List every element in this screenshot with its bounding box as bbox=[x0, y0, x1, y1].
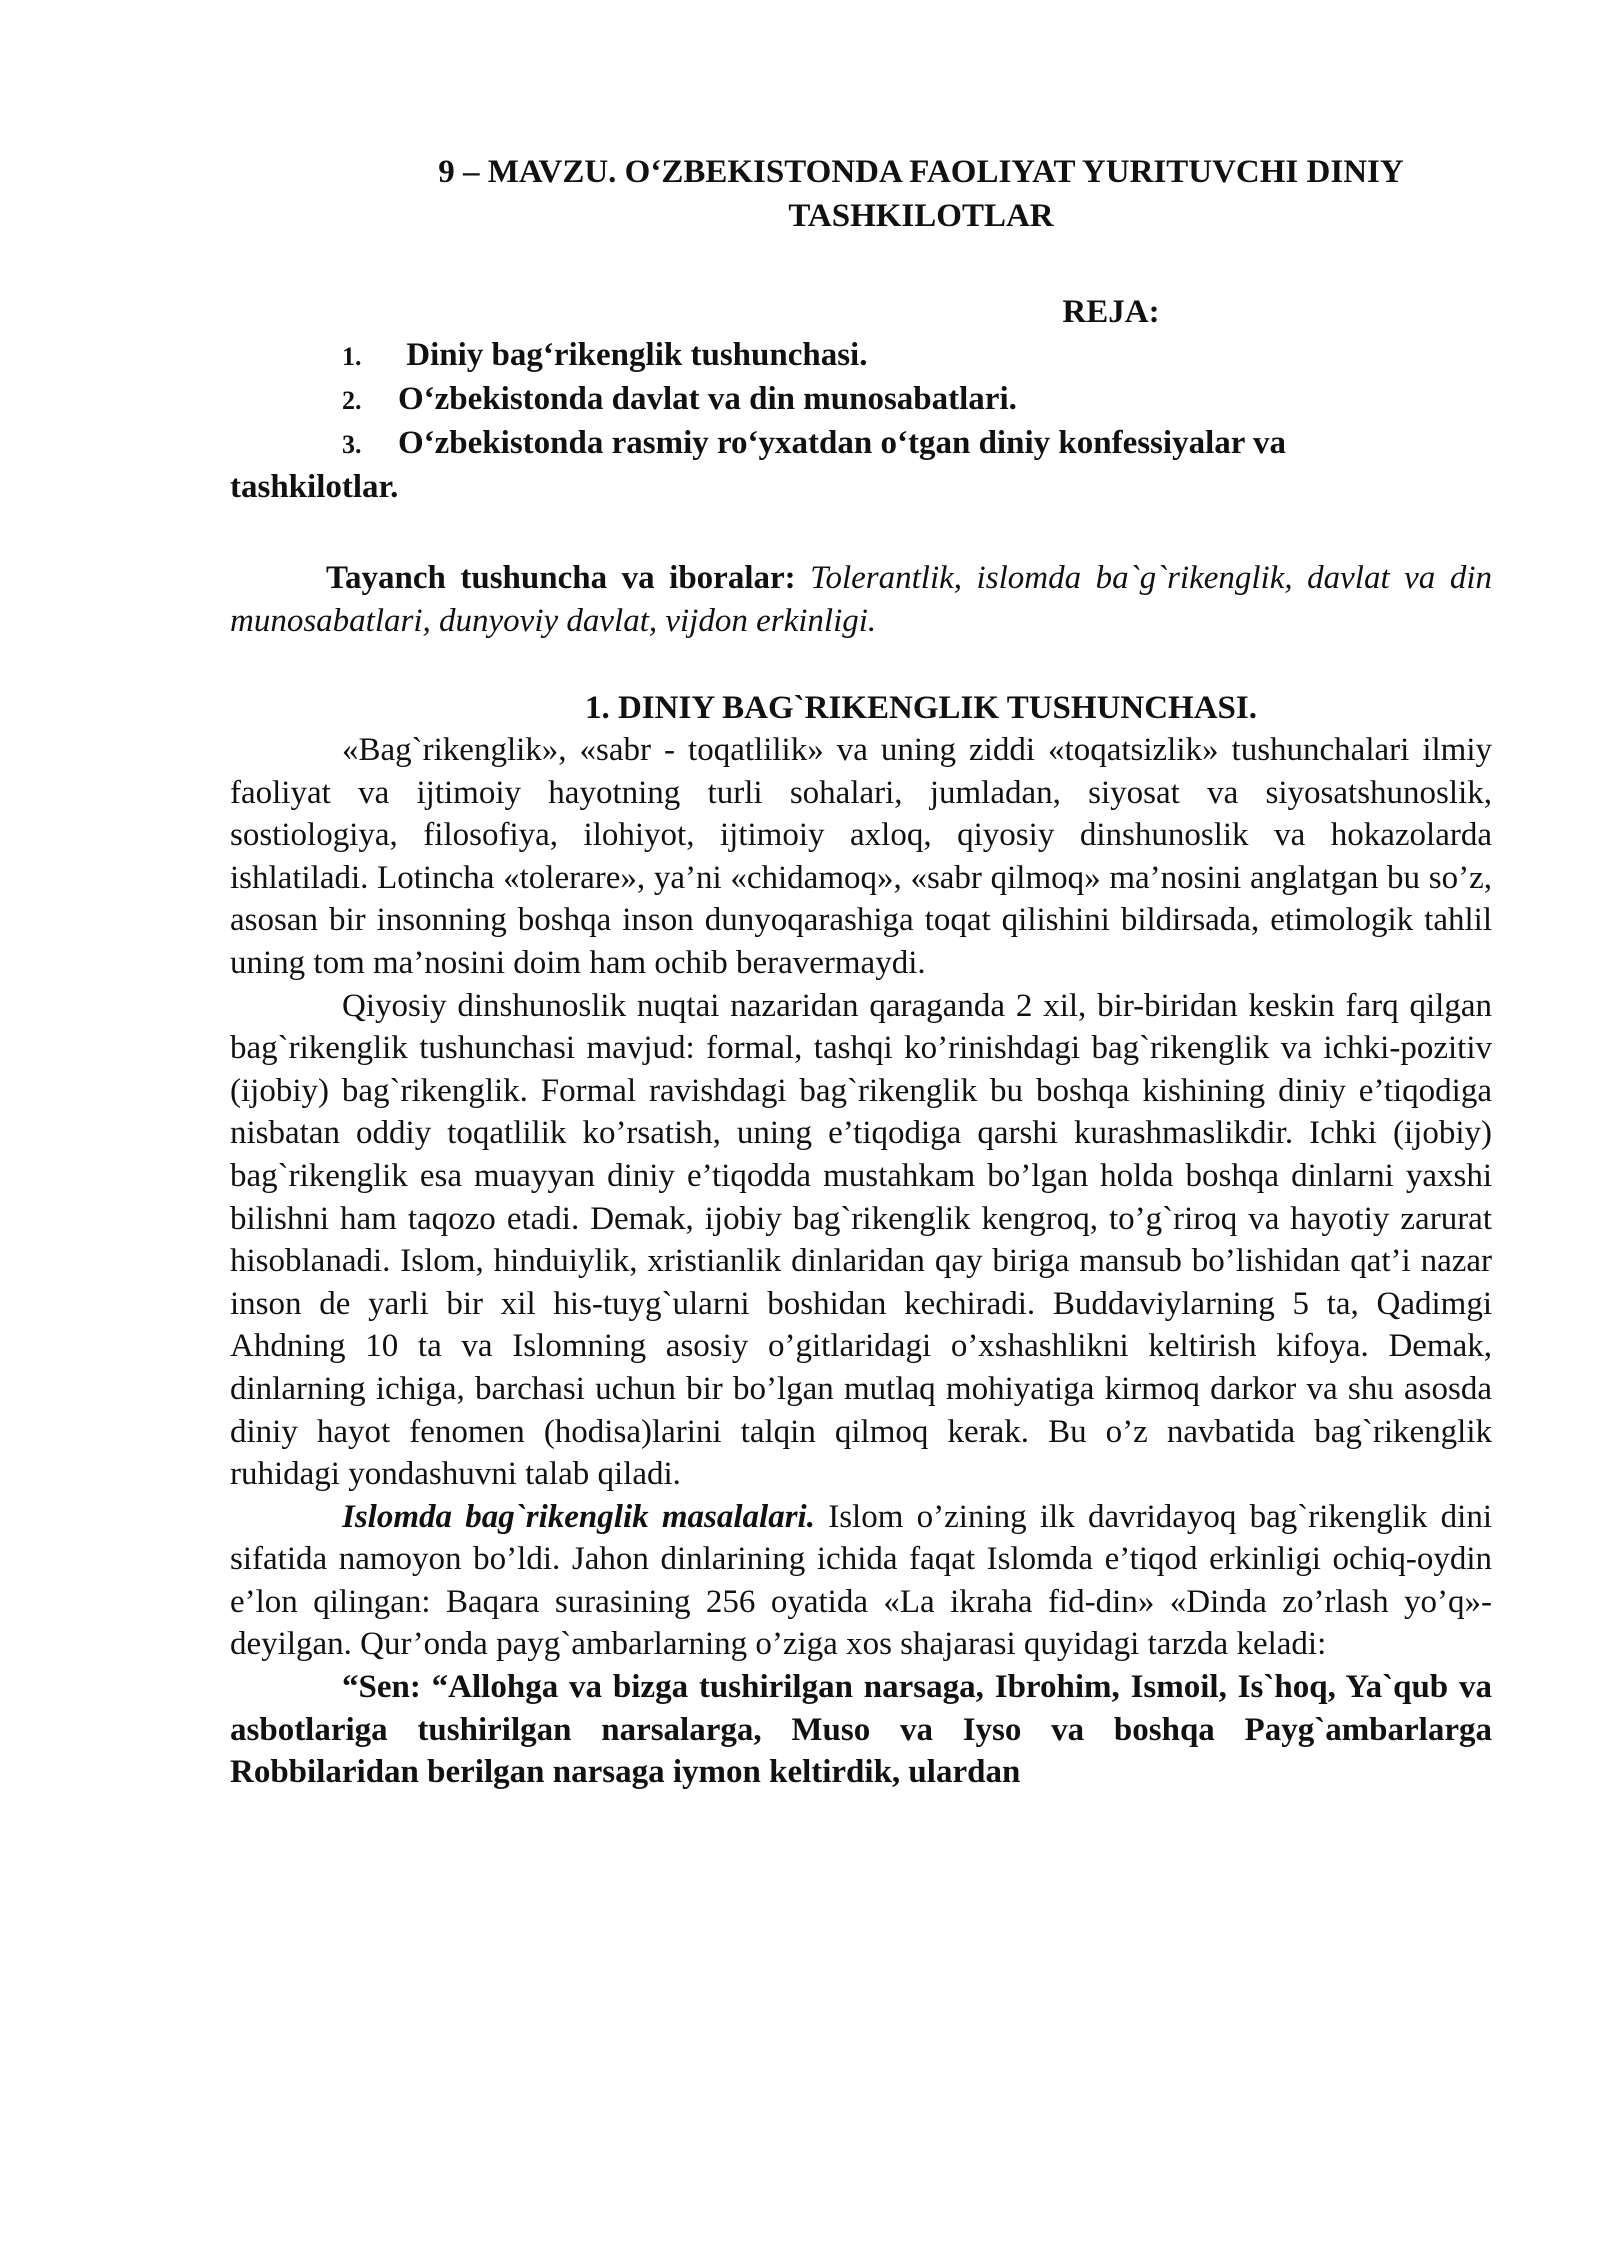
key-terms-label: Tayanch tushuncha va iboralar: bbox=[326, 560, 796, 596]
plan-heading: REJA: bbox=[1062, 294, 1160, 330]
quote-paragraph: “Sen: “Allohga va bizga tushirilgan narsaga, Ibrohim, Ismoil, Is`hoq, Ya`qub va asbotlariga tushirilgan narsalarga, Muso va Iyso va boshqa Payg`ambarlarga Robbilaridan berilgan narsaga iymon keltirdik, ulardan bbox=[230, 1669, 1492, 1791]
paragraph-3-text: Islom o’zining ilk davridayoq bag`rikenglik dini sifatida namoyon bo’ldi. Jahon dinlarining ichida faqat Islomda e’tiqod erkinligi ochiq-oydin e’lon qilingan: Baqara surasining 256 oyatida «La ikraha fid-din» «Dinda zo’rlash yo’q»-deyilgan. Qur’onda payg`ambarlarning o’ziga xos shajarasi quyidagi tarzda keladi: bbox=[230, 1498, 1493, 1663]
document-title bbox=[230, 150, 1492, 238]
plan-item-2 bbox=[230, 378, 1492, 422]
paragraph-3 bbox=[230, 1496, 1492, 1666]
paragraph-2: Qiyosiy dinshunoslik nuqtai nazaridan qaraganda 2 xil, bir-biridan keskin farq qilgan bag`rikenglik tushunchasi mavjud: formal, tashqi ko’rinishdagi bag`rikenglik va ichki-pozitiv (ijobiy) bag`rikenglik. Formal ravishdagi bag`rikenglik bu boshqa kishining diniy e’tiqodiga nisbatan oddiy toqatlilik ko’rsatish, uning e’tiqodiga qarshi kurashmaslikdir. Ichki (ijobiy) bag`rikenglik esa muayyan diniy e’tiqodda mustahkam bo’lgan holda boshqa dinlarni yaxshi bilishni ham taqozo etadi. Demak, ijobiy bag`rikenglik kengroq, to’g`riroq va hayotiy zarurat hisoblanadi. Islom, hinduiylik, xristianlik dinlaridan qay biriga mansub bo’lishidan qat’i nazar inson de yarli bir xil his-tuyg`ularni boshidan kechiradi. Buddaviylarning 5 ta, Qadimgi Ahdning 10 ta va Islomning asosiy o’gitlaridagi o’xshashlikni keltirish kifoya. Demak, dinlarning ichiga, barchasi uchun bir bo’lgan mutlaq mohiyatiga kirmoq darkor va shu asosda diniy hayot fenomen (hodisa)larini talqin qilmoq kerak. Bu o’z navbatida bag`rikenglik ruhidagi yondashuvni talab qiladi. bbox=[230, 987, 1492, 1493]
plan-item-3-continuation bbox=[230, 466, 1492, 509]
plan-item-number: 2. bbox=[342, 386, 362, 415]
plan-item-3 bbox=[230, 422, 1492, 466]
plan-item-text: tashkilotlar. bbox=[230, 469, 399, 505]
paragraph-subheading: Islomda bag`rikenglik masalalari. bbox=[342, 1498, 815, 1535]
title-line-1: 9 – MAVZU. O‘ZBEKISTONDA FAOLIYAT YURITUVCHI DINIY bbox=[438, 154, 1404, 190]
plan-item-1 bbox=[230, 334, 1492, 378]
section-heading: 1. DINIY BAG`RIKENGLIK TUSHUNCHASI. bbox=[584, 690, 1258, 726]
plan-item-number: 1. bbox=[342, 342, 362, 371]
document-page bbox=[230, 150, 1492, 1794]
plan-list bbox=[230, 334, 1492, 509]
title-line-2: TASHKILOTLAR bbox=[788, 198, 1054, 234]
plan-item-number: 3. bbox=[342, 430, 362, 459]
plan-item-text: O‘zbekistonda davlat va din munosabatlari. bbox=[398, 381, 1017, 417]
key-terms-list: Tolerantlik, islomda ba`g`rikenglik, davlat va din munosabatlari, dunyoviy davlat, vijdon erkinligi. bbox=[230, 560, 1492, 639]
key-terms bbox=[230, 557, 1492, 643]
paragraph-1: «Bag`rikenglik», «sabr - toqatlilik» va uning ziddi «toqatsizlik» tushunchalari ilmiy faoliyat va ijtimoiy hayotning turli sohalari, jumladan, siyosat va siyosatshunoslik, sostiologiya, filosofiya, ilohiyot, ijtimoiy axloq, qiyosiy dinshunoslik va hokazolarda ishlatiladi. Lotincha «tolerare», ya’ni «chidamoq», «sabr qilmoq» ma’nosini anglatgan bu so’z, asosan bir insonning boshqa inson dunyoqarashiga toqat qilishini bildirsada, etimologik tahlil uning tom ma’nosini doim ham ochib beravermaydi. bbox=[230, 732, 1492, 981]
plan-item-text: O‘zbekistonda rasmiy ro‘yxatdan o‘tgan diniy konfessiyalar va bbox=[398, 425, 1287, 461]
plan-item-text: Diniy bag‘rikenglik tushunchasi. bbox=[398, 337, 868, 373]
